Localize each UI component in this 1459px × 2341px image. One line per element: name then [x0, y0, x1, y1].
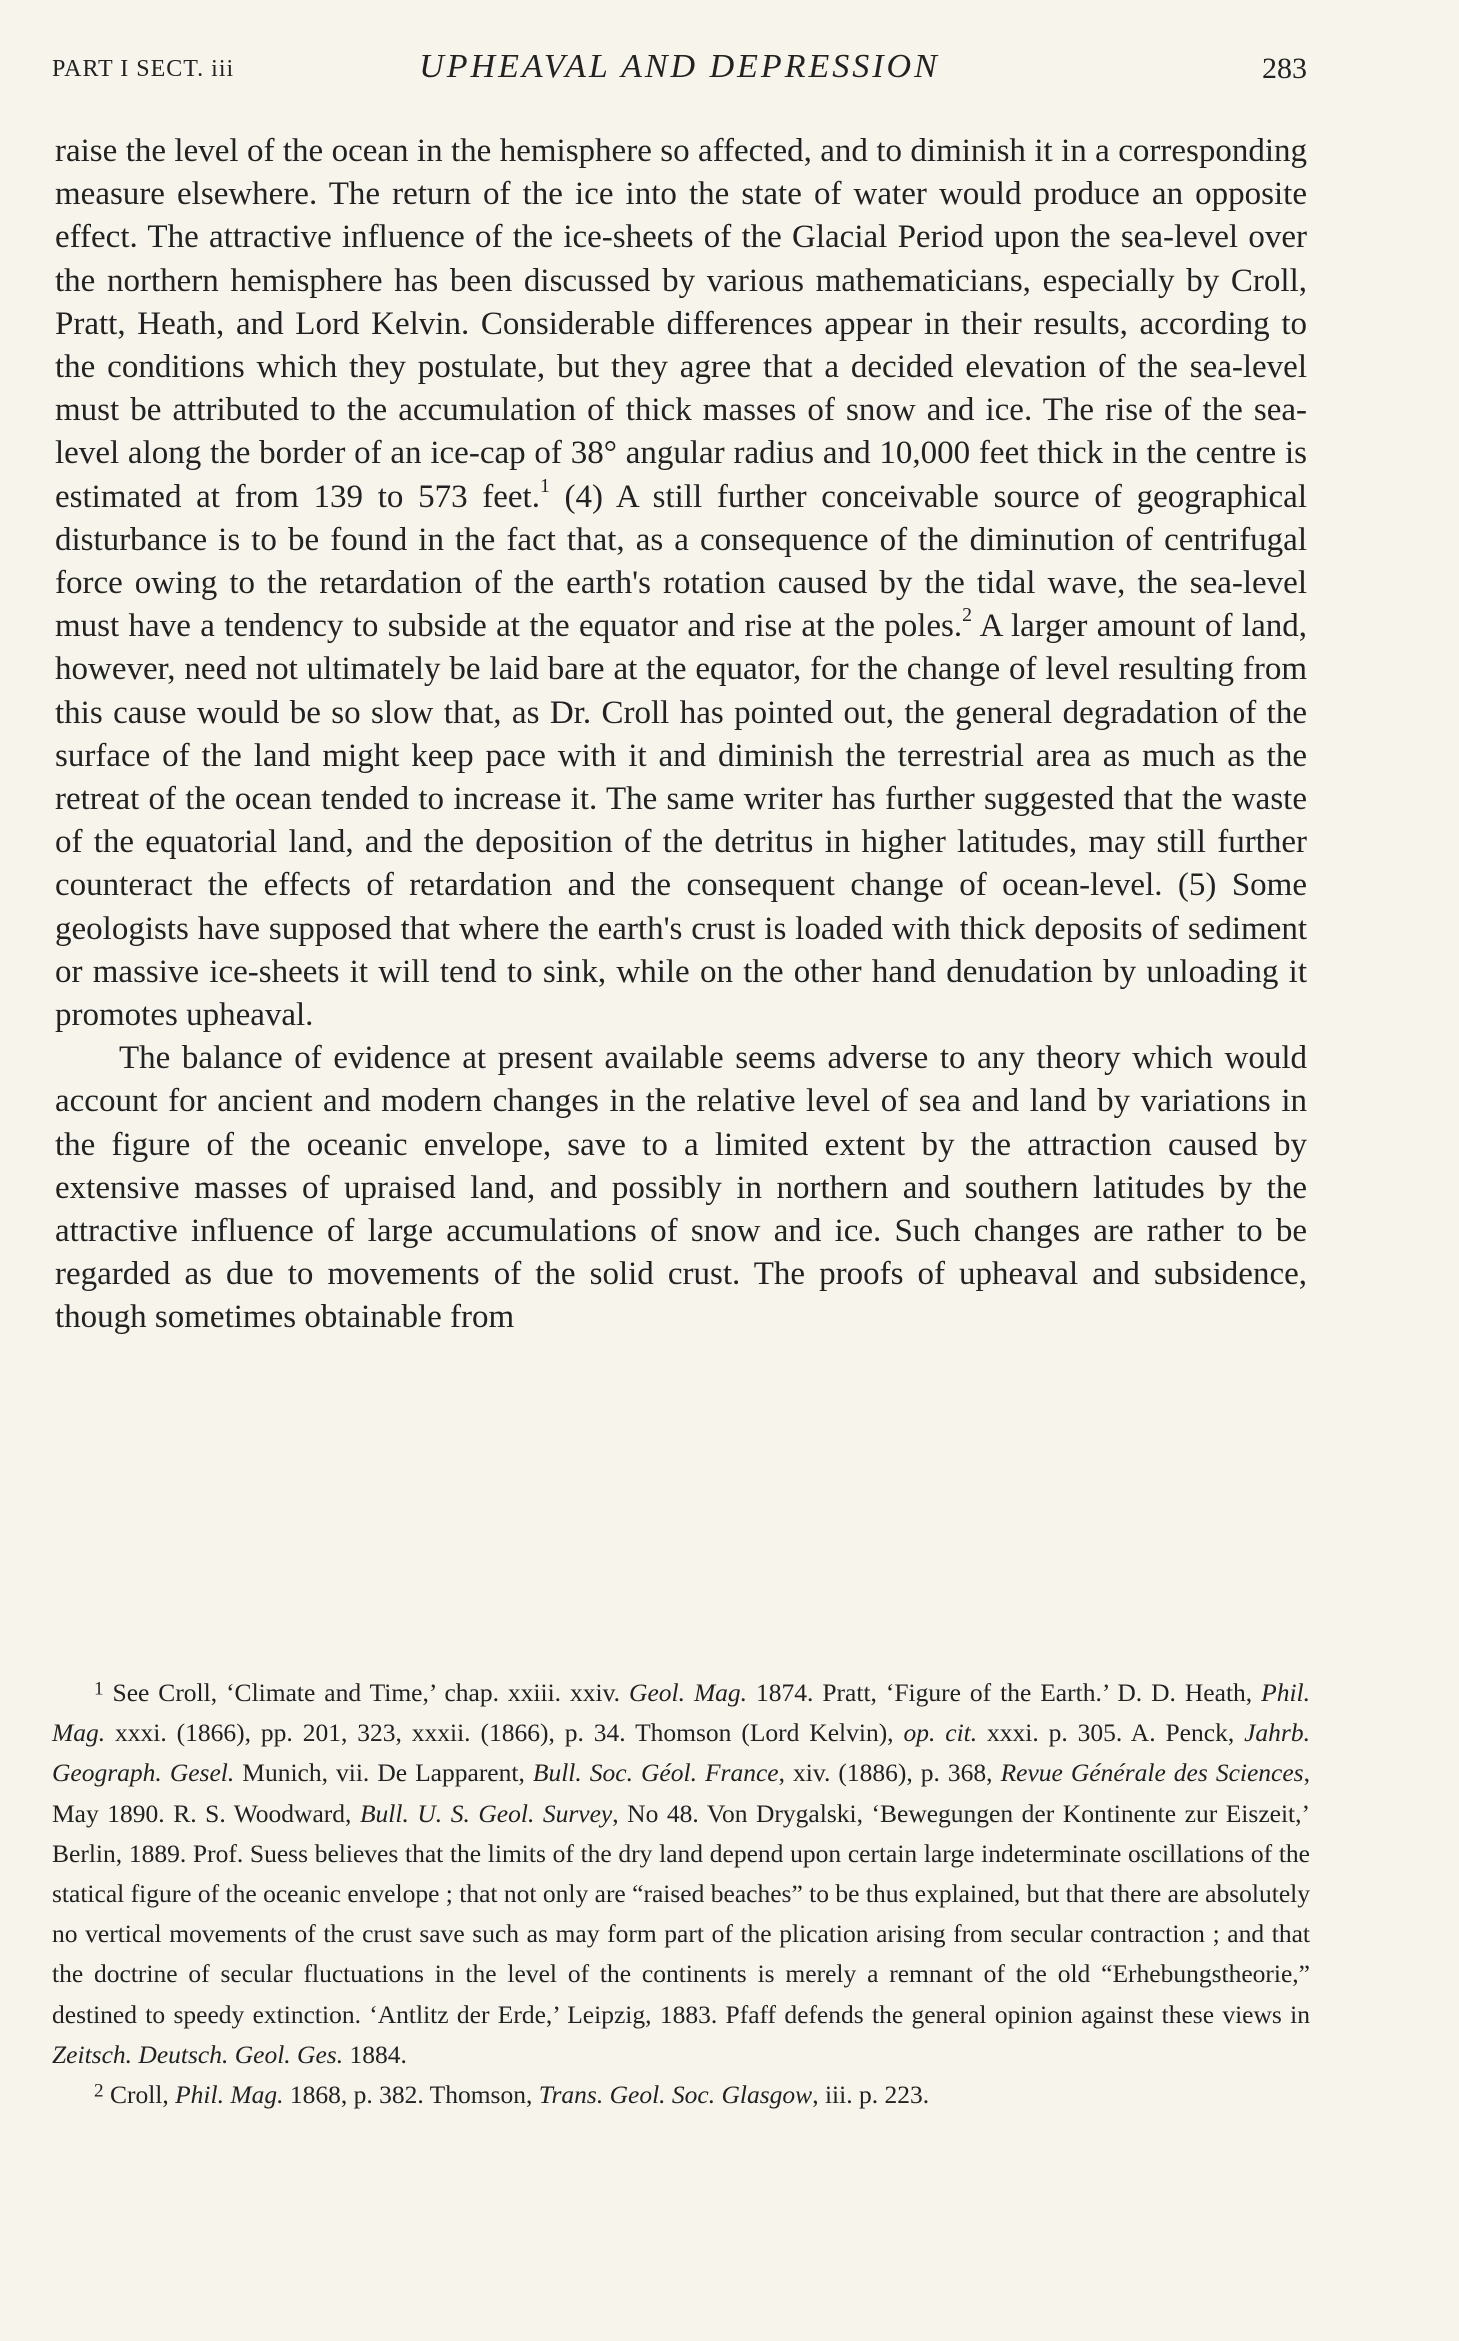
footnote-1-text: See Croll, ‘Climate and Time,’ chap. xxiii. xxiv.	[103, 1678, 630, 1707]
footnote-2	[52, 2075, 1310, 2115]
paragraph-2: The balance of evidence at present available seems adverse to any theory which would account for ancient and modern changes in the relative level of sea and land by variations in the figure of the oceanic envelope, save to a limited extent by the attraction caused by extensive masses of upraised land, and possibly in northern and southern latitudes by the attractive influence of large accumulations of snow and ice. Such changes are rather to be regarded as due to movements of the solid crust. The proofs of upheaval and subsidence, though sometimes obtainable from	[55, 1040, 1307, 1336]
footnote-1-text: , May 1890. R. S. Woodward,	[52, 1758, 1310, 1828]
footnotes	[52, 1673, 1310, 2115]
main-text	[55, 130, 1307, 1340]
citation-title: Trans. Geol. Soc. Glasgow	[538, 2080, 813, 2110]
citation-title: op. cit.	[903, 1718, 978, 1748]
paragraph-1-text-a: raise the level of the ocean in the hemisphere so affected, and to diminish it in a corresponding measure elsewhere. The return of the ice into the state of water would produce an opposite effect. The attractive influence of the ice-sheets of the Glacial Period upon the sea-level over the northern hemisphere has been discussed by various mathematicians, especially by Croll, Pratt, Heath, and Lord Kelvin. Considerable differences appear in their results, according to the conditions which they postulate, but they agree that a decided elevation of the sea-level must be attributed to the accumulation of thick masses of snow and ice. The rise of the sea-level along the border of an ice-cap of 38° angular radius and 10,000 feet thick in the centre is estimated at from 139 to 573 feet.	[55, 133, 1307, 515]
footnote-1-text: 1884.	[343, 2039, 407, 2069]
footnote-2-text: , iii. p. 223.	[812, 2080, 930, 2110]
footnote-ref-1: 1	[539, 474, 550, 497]
footnote-1-text: 1874. Pratt, ‘Figure of the Earth.’ D. D. Heath,	[747, 1678, 1262, 1707]
footnote-2-text: 1868, p. 382. Thomson,	[283, 2080, 539, 2110]
footnote-1-marker: 1	[94, 1678, 104, 1700]
citation-title: Geol. Mag.	[629, 1678, 748, 1707]
paragraph-1-text-b: (4) A still further conceivable source of geographical disturbance is to be found in the fact that, as a consequence of the diminution of centrifugal force owing to the retardation of the earth's rotation caused by the tidal wave, the sea-level must have a tendency to subside at the equator and rise at the poles.	[55, 478, 1307, 645]
section-label: PART I SECT. iii	[52, 56, 235, 82]
page-title: UPHEAVAL AND DEPRESSION	[419, 48, 940, 85]
running-header	[52, 48, 1307, 88]
footnote-2-marker: 2	[94, 2080, 104, 2102]
paragraph-1-text-c: A larger amount of land, however, need not ultimately be laid bare at the equator, for the change of level resulting from this cause would be so slow that, as Dr. Croll has pointed out, the general degradation of the surface of the land might keep pace with it and diminish the terrestrial area as much as the retreat of the ocean tended to increase it. The same writer has further suggested that the waste of the equatorial land, and the deposition of the detritus in higher latitudes, may still further counteract the effects of retardation and the consequent change of ocean-level. (5) Some geologists have supposed that where the earth's crust is loaded with thick deposits of sediment or massive ice-sheets it will tend to sink, while on the other hand denudation by unloading it promotes upheaval.	[55, 608, 1307, 1034]
footnote-1-text: , No 48. Von Drygalski, ‘Bewegungen der Kontinente zur Eiszeit,’ Berlin, 1889. Prof. Suess believes that the limits of the dry land depend upon certain large indeterminate oscillations of the statical figure of the oceanic envelope ; that not only are “raised beaches” to be thus explained, but that there are absolutely no vertical movements of the crust save such as may form part of the plication arising from secular contraction ; and that the doctrine of secular fluctuations in the level of the continents is merely a remnant of the old “Erhebungstheorie,” destined to speedy extinction. ‘Antlitz der Erde,’ Leipzig, 1883. Pfaff defends the general opinion against these views in	[52, 1798, 1310, 2029]
footnote-1	[52, 1673, 1310, 2075]
paragraph-1	[55, 130, 1307, 1037]
footnote-ref-2: 2	[962, 604, 973, 627]
footnote-1-text: xxxi. p. 305. A. Penck,	[977, 1718, 1245, 1748]
footnote-1-text: Munich, vii. De Lapparent,	[234, 1758, 533, 1788]
citation-title: Bull. U. S. Geol. Survey	[359, 1798, 613, 1828]
page-number: 283	[1262, 52, 1307, 85]
citation-title: Phil. Mag.	[52, 1678, 1310, 1748]
footnote-1-text: , xiv. (1886), p. 368,	[778, 1758, 1001, 1788]
citation-title: Jahrb. Geograph. Gesel.	[52, 1718, 1310, 1788]
citation-title: Revue Générale des Sciences	[1000, 1758, 1304, 1788]
footnote-1-text: xxxi. (1866), pp. 201, 323, xxxii. (1866), p. 34. Thomson (Lord Kelvin),	[105, 1718, 904, 1748]
citation-title: Phil. Mag.	[175, 2080, 284, 2110]
footnote-2-text: Croll,	[103, 2080, 176, 2110]
citation-title: Zeitsch. Deutsch. Geol. Ges.	[52, 2039, 344, 2069]
citation-title: Bull. Soc. Géol. France	[532, 1758, 779, 1788]
